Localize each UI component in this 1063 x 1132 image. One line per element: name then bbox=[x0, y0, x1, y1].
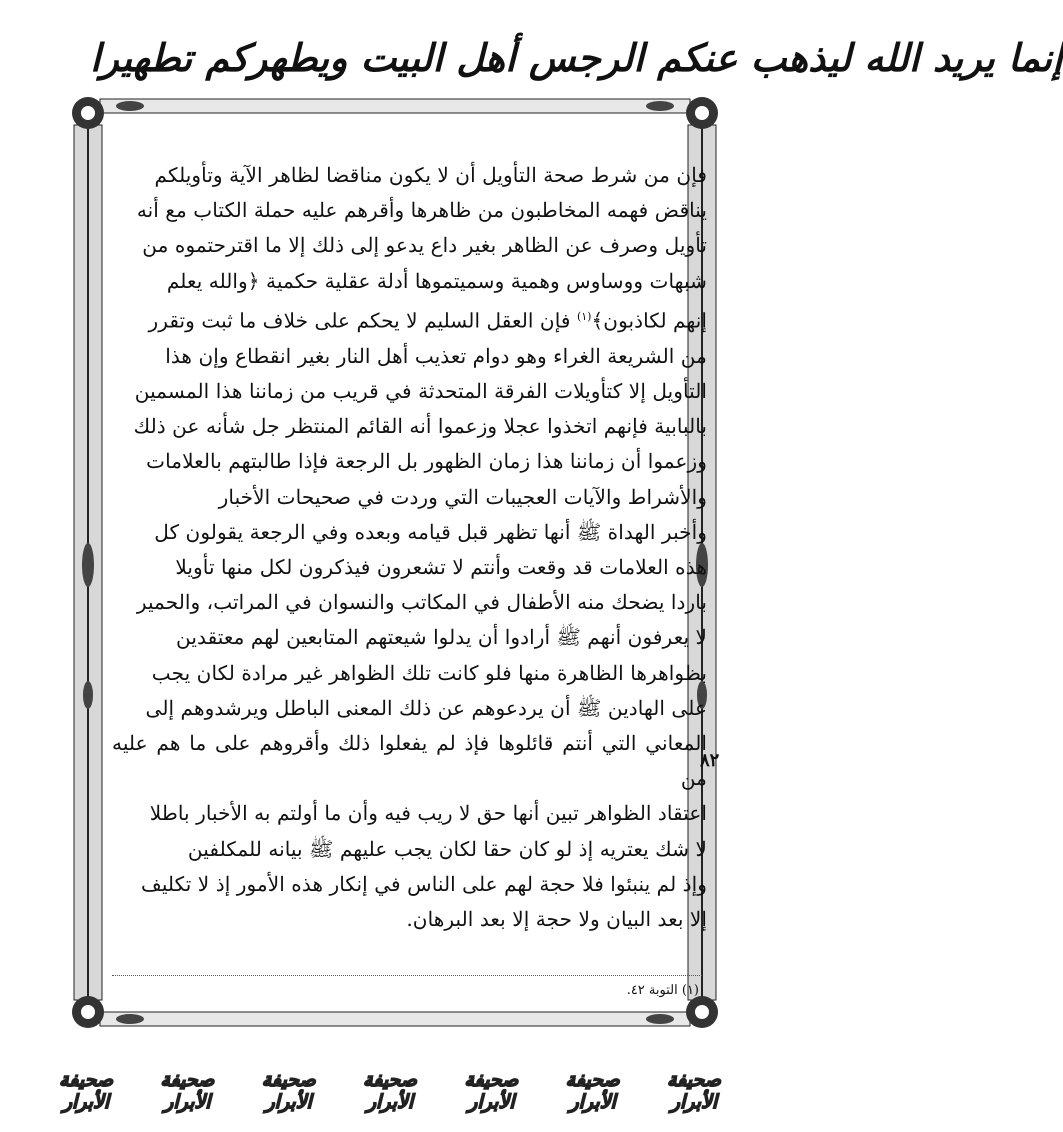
calligraphy-logo: صحيفة الأبرار bbox=[667, 1069, 721, 1113]
page-header bbox=[90, 18, 1063, 98]
calligraphy-logo: صحيفة الأبرار bbox=[464, 1069, 519, 1113]
calligraphy-logo: صحيفة الأبرار bbox=[261, 1069, 316, 1113]
text-line: من الشريعة الغراء وهو دوام تعذيب أهل النار بغير انقطاع وإن هذا bbox=[165, 343, 707, 368]
calligraphy-logo: صحيفة الأبرار bbox=[363, 1069, 417, 1113]
text-line: هذه العلامات قد وقعت وأنتم لا تشعرون فيذكرون لكل منها تأويلا bbox=[175, 554, 707, 579]
text-line: إلا بعد البيان ولا حجة إلا بعد البرهان. bbox=[406, 907, 707, 931]
text-line: بظواهرها الظاهرة منها فلو كانت تلك الظواهر غير مرادة لكان يجب bbox=[151, 660, 707, 685]
footnote: (١) التوبة ٤٢. bbox=[626, 983, 699, 998]
text-line: على الهادين ﷺ أن يردعوهم عن ذلك المعنى الباطل ويرشدوهم إلى bbox=[145, 695, 707, 720]
text-line: بالبابية فإنهم اتخذوا عجلا وزعموا أنه القائم المنتظر جل شأنه عن ذلك bbox=[133, 414, 707, 439]
text-line: يناقض فهمه المخاطبون من ظاهرها وأقرهم عليه حملة الكتاب مع أنه bbox=[136, 198, 707, 223]
text-line: وإذ لم ينبئوا فلا حجة لهم على الناس في إنكار هذه الأمور إذ لا تكليف bbox=[140, 871, 707, 896]
text-line: شبهات ووساوس وهمية وسميتموها أدلة عقلية حكمية ﴿والله يعلم bbox=[166, 268, 707, 293]
text-line: فإن من شرط صحة التأويل أن لا يكون مناقضا لظاهر الآية وتأويلكم bbox=[154, 163, 707, 187]
calligraphy-logo: صحيفة الأبرار bbox=[565, 1069, 620, 1113]
text-segment: إنهم لكاذبون﴾ bbox=[591, 308, 707, 333]
text-line: لا يعرفون أنهم ﷺ أرادوا أن يدلوا شيعتهم المتابعين لهم معتقدين bbox=[176, 625, 707, 650]
body-text bbox=[112, 158, 707, 937]
text-line: والأشراط والآيات العجيبات التي وردت في صحيحات الأخبار bbox=[218, 484, 707, 509]
text-line: باردا يضحك منه الأطفال في المكاتب والنسوان في المراتب، والحمير bbox=[136, 590, 707, 615]
text-line: اعتقاد الظواهر تبين أنها حق لا ريب فيه وأن ما أولتم به الأخبار باطلا bbox=[149, 801, 707, 826]
text-line-with-footnote bbox=[112, 299, 707, 339]
page-number: ٨٢ bbox=[700, 750, 720, 771]
text-line: التأويل إلا كتأويلات الفرقة المتحدثة في قريب من زماننا هذا المسمين bbox=[134, 378, 707, 403]
text-line: وأخبر الهداة ﷺ أنها تظهر قبل قيامه وبعده وفي الرجعة يقولون كل bbox=[154, 519, 707, 544]
header-title: إنما يريد الله ليذهب عنكم الرجس أهل البيت ويطهركم تطهيرا bbox=[90, 35, 1063, 80]
text-line: المعاني التي أنتم قائلوها فإذ لم يفعلوا ذلك وأقروهم على ما هم عليه من bbox=[112, 730, 707, 791]
footnote-divider bbox=[112, 975, 702, 976]
calligraphy-logo: صحيفة الأبرار bbox=[59, 1069, 113, 1113]
text-line: لا شك يعتريه إذ لو كان حقا لكان يجب عليهم ﷺ بيانه للمكلفين bbox=[187, 836, 707, 861]
footnote-marker: (١) bbox=[576, 309, 592, 323]
bottom-calligraphy-row bbox=[40, 1050, 740, 1120]
text-line: تأويل وصرف عن الظاهر بغير داع يدعو إلى ذلك إلا ما اقترحتموه من bbox=[142, 233, 707, 258]
text-line: وزعموا أن زماننا هذا زمان الظهور بل الرجعة فإذا طالبتهم بالعلامات bbox=[146, 449, 707, 474]
text-segment: فإن العقل السليم لا يحكم على خلاف ما ثبت وتقرر bbox=[148, 308, 571, 333]
calligraphy-logo: صحيفة الأبرار bbox=[160, 1069, 215, 1113]
